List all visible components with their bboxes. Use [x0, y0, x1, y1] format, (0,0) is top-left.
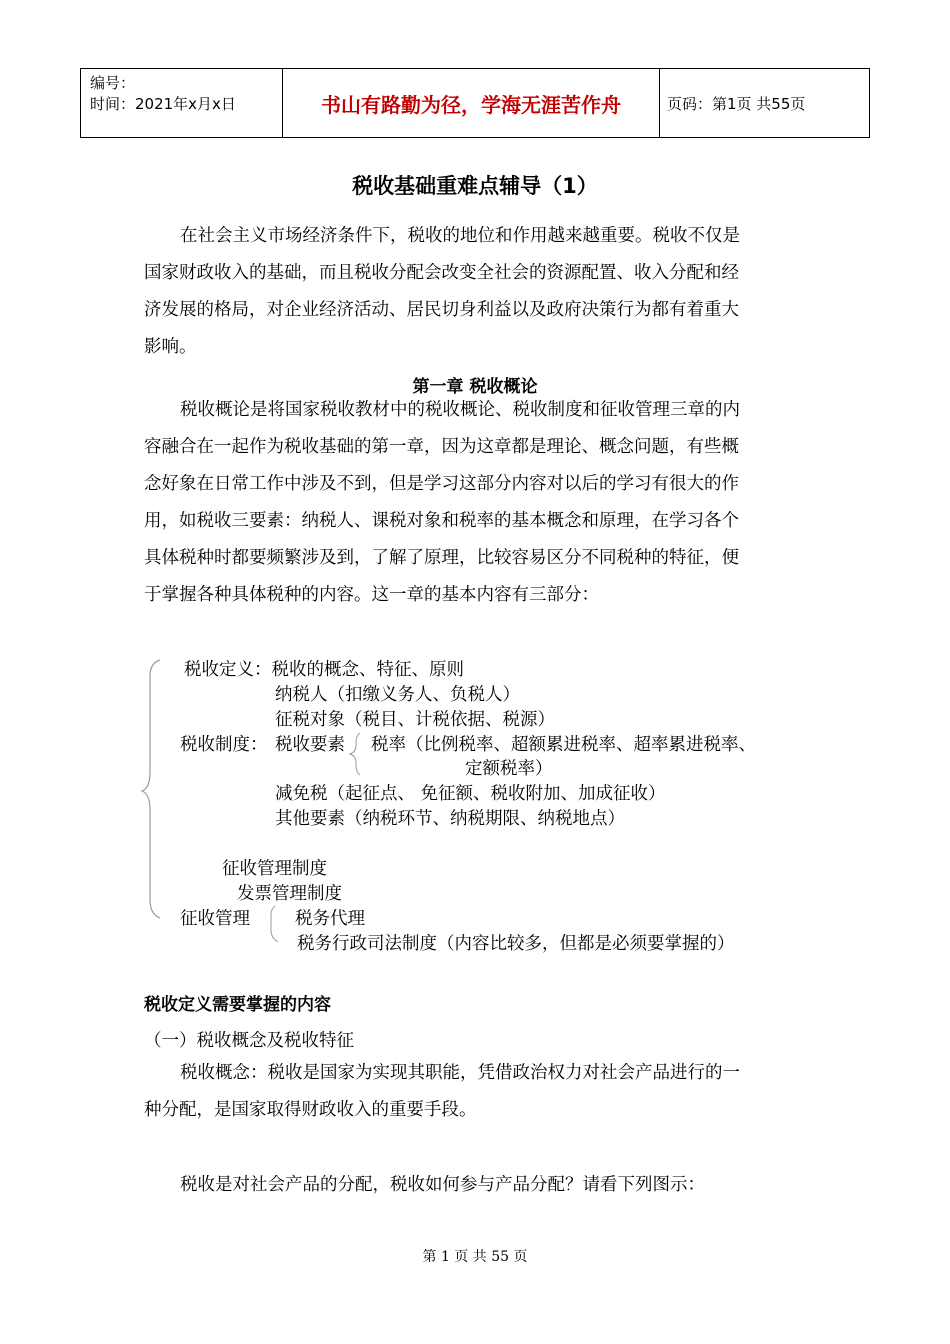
- header-date: 时间：2021年x月x日: [90, 95, 236, 113]
- outline-system-label: 税收制度：: [180, 735, 268, 755]
- header-number: 编号：: [90, 74, 136, 92]
- section-heading: 税收定义需要掌握的内容: [144, 995, 331, 1015]
- concept-line: 种分配，是国家取得财政收入的重要手段。: [144, 1100, 477, 1120]
- chapter-intro-line: 念好象在日常工作中涉及不到，但是学习这部分内容对以后的学习有很大的作: [144, 474, 739, 494]
- outline-elements-label: 税收要素: [275, 735, 345, 755]
- outline-elements-brace: [350, 733, 360, 775]
- outline-main-brace: [142, 660, 160, 918]
- chapter-intro-line: 用，如税收三要素：纳税人、课税对象和税率的基本概念和原理，在学习各个: [144, 511, 739, 531]
- outline-taxpayer: 纳税人（扣缴义务人、负税人）: [275, 685, 520, 705]
- intro-line: 济发展的格局，对企业经济活动、居民切身利益以及政府决策行为都有着重大: [144, 300, 739, 320]
- outline-rate-line2: 定额税率）: [465, 759, 553, 779]
- subsection-heading: （一）税收概念及税收特征: [144, 1031, 354, 1051]
- chapter-intro-line: 容融合在一起作为税收基础的第一章，因为这章都是理论、概念问题，有些概: [144, 437, 739, 457]
- chapter-intro-line: 于掌握各种具体税种的内容。这一章的基本内容有三部分：: [144, 585, 599, 605]
- outline-judicial: 税务行政司法制度（内容比较多，但都是必须要掌握的）: [297, 934, 735, 954]
- outline-rate-line1: 税率（比例税率、超额累进税率、超率累进税率、: [371, 735, 756, 755]
- outline-agency: 税务代理: [295, 909, 365, 929]
- document-title: 税收基础重难点辅导（1）: [352, 174, 598, 198]
- concept-paragraph: [144, 1055, 806, 1129]
- outline-collection-label: 征收管理: [180, 909, 250, 929]
- header-motto: 书山有路勤为径，学海无涯苦作舟: [321, 92, 621, 117]
- chapter-intro-line: 具体税种时都要频繁涉及到，了解了原理，比较容易区分不同税种的特征，便: [144, 548, 739, 568]
- header-page-info: 页码：第1页 共55页: [667, 95, 806, 113]
- outline-collection-brace: [271, 906, 278, 942]
- outline-collection-system: 征收管理制度: [222, 859, 327, 879]
- intro-line: 国家财政收入的基础，而且税收分配会改变全社会的资源配置、收入分配和经: [144, 263, 739, 283]
- intro-line: 在社会主义市场经济条件下，税收的地位和作用越来越重要。税收不仅是: [180, 226, 740, 246]
- page-footer: 第 1 页 共 55 页: [422, 1249, 528, 1265]
- intro-line: 影响。: [144, 337, 197, 357]
- outline-definition: 税收定义：税收的概念、特征、原则: [184, 660, 464, 680]
- question-line: 税收是对社会产品的分配，税收如何参与产品分配？请看下列图示：: [180, 1175, 705, 1195]
- chapter-intro-line: 税收概论是将国家税收教材中的税收概论、税收制度和征收管理三章的内: [180, 400, 740, 420]
- outline-exemption: 减免税（起征点、 免征额、税收附加、加成征收）: [275, 784, 666, 804]
- chapter-title: 第一章 税收概论: [412, 377, 538, 397]
- outline-invoice-system: 发票管理制度: [237, 884, 342, 904]
- outline-object: 征税对象（税目、计税依据、税源）: [275, 710, 555, 730]
- concept-line: 税收概念：税收是国家为实现其职能，凭借政治权力对社会产品进行的一: [180, 1063, 740, 1083]
- outline-other: 其他要素（纳税环节、纳税期限、纳税地点）: [275, 809, 625, 829]
